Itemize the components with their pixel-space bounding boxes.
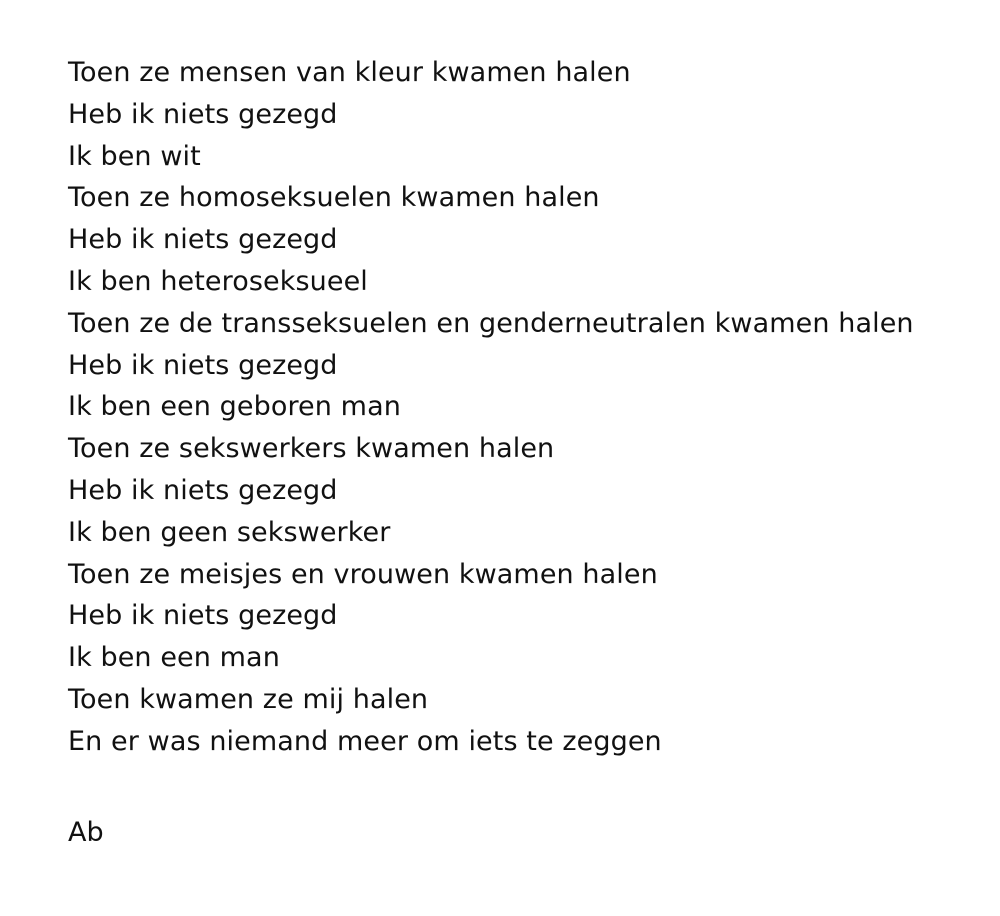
poem-line: Toen ze meisjes en vrouwen kwamen halen [68, 558, 658, 590]
poem-line: Ik ben een man [68, 642, 280, 674]
poem-line: Toen ze sekswerkers kwamen halen [68, 433, 555, 465]
poem-line: Ik ben heteroseksueel [68, 265, 368, 297]
poem-line: En er was niemand meer om iets te zeggen [68, 725, 662, 757]
poem-line: Heb ik niets gezegd [68, 474, 338, 506]
poem-line: Heb ik niets gezegd [68, 600, 338, 632]
poem-line: Heb ik niets gezegd [68, 98, 338, 130]
poem-line: Ik ben geen sekswerker [68, 516, 391, 548]
poem-line: Heb ik niets gezegd [68, 224, 338, 256]
poem-line: Heb ik niets gezegd [68, 349, 338, 381]
poem-line: Ik ben wit [68, 140, 201, 172]
poem-line: Toen ze de transseksuelen en genderneutralen kwamen halen [68, 307, 914, 339]
poem-signature: Ab [68, 817, 104, 848]
poem-body [68, 52, 968, 763]
poem-line: Toen ze homoseksuelen kwamen halen [68, 182, 600, 214]
poem-line: Toen ze mensen van kleur kwamen halen [68, 57, 631, 88]
poem-line: Ik ben een geboren man [68, 391, 401, 423]
poem-line: Toen kwamen ze mij halen [68, 683, 429, 715]
